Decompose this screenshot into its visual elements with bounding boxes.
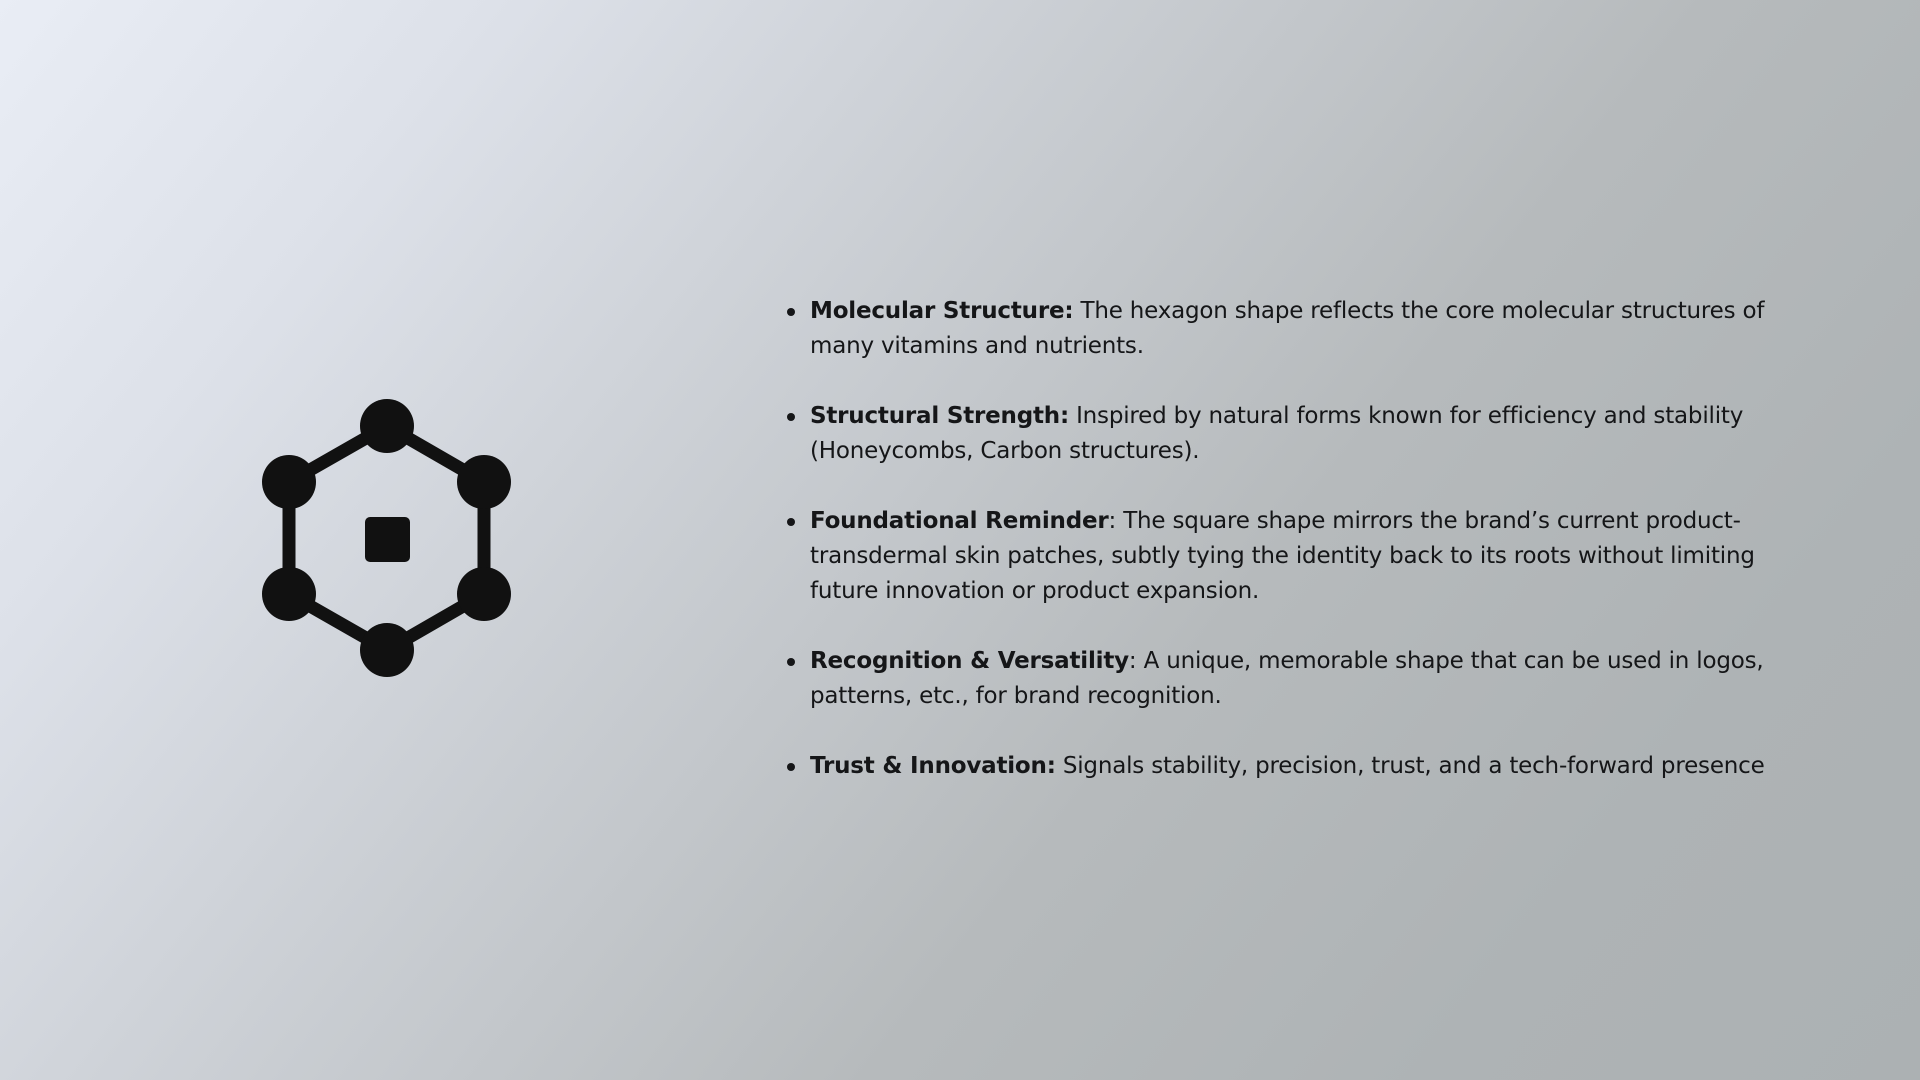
bullet-icon bbox=[787, 763, 795, 771]
list-item-foundational-reminder bbox=[810, 504, 1810, 609]
point-title: Structural Strength: bbox=[810, 403, 1069, 429]
bullet-list bbox=[810, 294, 1810, 784]
logo bbox=[258, 396, 518, 686]
point-separator bbox=[1056, 753, 1063, 779]
point-separator: : bbox=[1128, 648, 1144, 674]
point-separator: : bbox=[1108, 508, 1124, 534]
point-title: Foundational Reminder bbox=[810, 508, 1109, 534]
hexagon-molecule-icon bbox=[258, 396, 518, 686]
center-square-icon bbox=[365, 517, 410, 562]
point-title: Trust & Innovation: bbox=[810, 753, 1056, 779]
point-title: Recognition & Versatility bbox=[810, 648, 1129, 674]
bullet-icon bbox=[787, 308, 795, 316]
point-text: Inspired by natural forms known for efficiency and stability (Honeycombs, Carbon structures). bbox=[810, 403, 1744, 464]
list-item-structural-strength bbox=[810, 399, 1810, 469]
point-text: Signals stability, precision, trust, and a tech-forward presence bbox=[1062, 753, 1765, 779]
point-title: Molecular Structure: bbox=[810, 298, 1074, 324]
list-item-trust-innovation bbox=[810, 749, 1810, 784]
point-separator bbox=[1069, 403, 1076, 429]
list-item-molecular-structure bbox=[810, 294, 1810, 364]
list-item-recognition-versatility bbox=[810, 644, 1810, 714]
bullet-icon bbox=[787, 518, 795, 526]
point-text: A unique, memorable shape that can be used in logos, patterns, etc., for brand recognition. bbox=[810, 648, 1764, 709]
bullet-icon bbox=[787, 658, 795, 666]
bullet-icon bbox=[787, 413, 795, 421]
point-text: The square shape mirrors the brand’s current product-transdermal skin patches, subtly tying the identity back to its roots without limiting future innovation or product expansion. bbox=[810, 508, 1755, 604]
point-text: The hexagon shape reflects the core molecular structures of many vitamins and nutrients. bbox=[810, 298, 1765, 359]
